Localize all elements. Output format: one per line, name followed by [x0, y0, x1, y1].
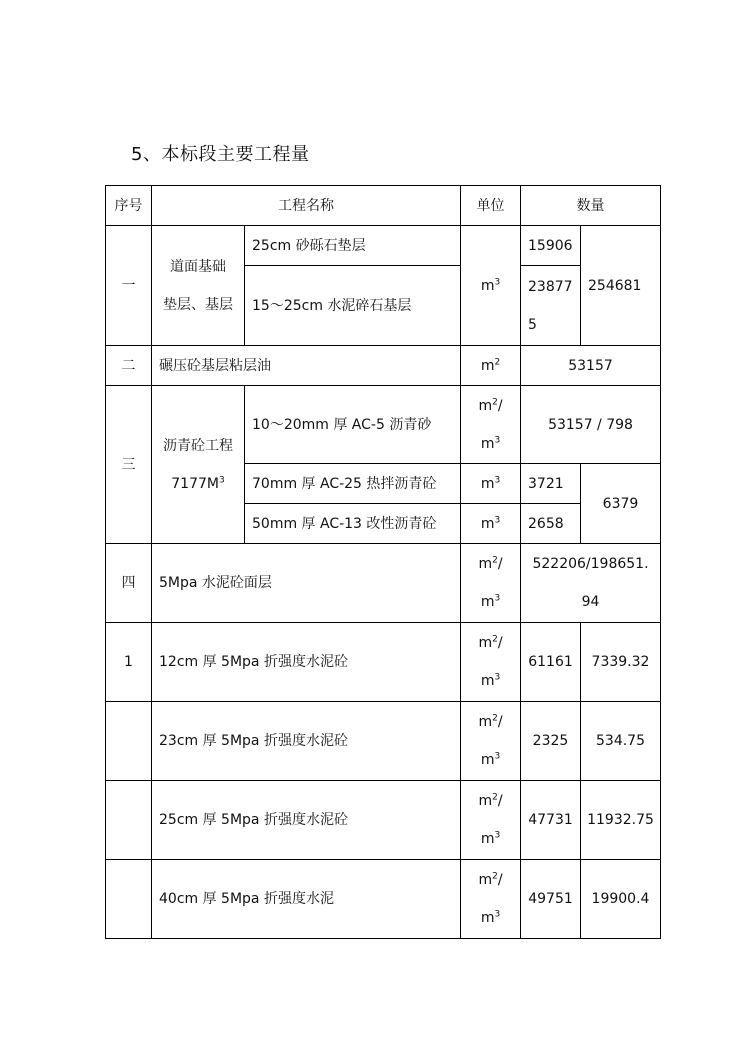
unit-exp: 2 [494, 356, 501, 367]
group-name-base: 7177M [171, 475, 219, 492]
unit-exp: 3 [494, 474, 501, 485]
qty-line: 522206/198651. [532, 556, 649, 572]
unit-exp: 3 [494, 276, 501, 287]
unit-line [478, 554, 502, 574]
unit-line [478, 870, 502, 890]
item-qty: 15906 [521, 226, 581, 266]
unit-cell [461, 504, 521, 544]
unit-cell [461, 544, 521, 623]
quantity-table [105, 185, 661, 939]
section-heading: 5、本标段主要工程量 [131, 144, 310, 165]
group-name-cell [152, 226, 245, 346]
unit-line [481, 671, 500, 691]
header-name: 工程名称 [152, 186, 461, 226]
unit-base: m [480, 515, 495, 532]
unit-sep: / [497, 556, 503, 572]
unit-cell [461, 226, 521, 346]
unit-exp: 2 [492, 555, 498, 566]
group-name-line: 垫层、基层 [163, 296, 233, 313]
unit-sep: / [497, 793, 503, 809]
table-header-row [106, 186, 661, 226]
unit-base: m [478, 872, 493, 888]
row-no [106, 702, 152, 781]
item-qty [521, 544, 661, 623]
unit-sep: / [497, 714, 503, 730]
item-name: 40cm 厚 5Mpa 折强度水泥 [152, 860, 461, 939]
item-name: 70mm 厚 AC-25 热拌沥青砼 [245, 464, 461, 504]
row-no: 1 [106, 623, 152, 702]
header-qty: 数量 [521, 186, 661, 226]
item-area: 61161 [521, 623, 581, 702]
group-total: 6379 [581, 464, 661, 544]
unit-base: m [478, 714, 493, 730]
unit-exp: 2 [492, 792, 498, 803]
table-row [106, 346, 661, 386]
item-name: 碾压砼基层粘层油 [152, 346, 461, 386]
unit-line [481, 829, 500, 849]
unit-line [478, 396, 502, 416]
unit-line [481, 750, 500, 770]
unit-base: m [480, 752, 495, 768]
group-name-line: 沥青砼工程 [163, 437, 233, 454]
unit-exp: 3 [494, 514, 501, 525]
row-no: 二 [106, 346, 152, 386]
unit-exp: 3 [494, 672, 501, 683]
item-qty: 3721 [521, 464, 581, 504]
table-row [106, 544, 661, 623]
item-name: 10～20mm 厚 AC-5 沥青砂 [245, 386, 461, 464]
unit-cell [461, 346, 521, 386]
unit-exp: 3 [494, 434, 501, 445]
unit-line [481, 592, 500, 612]
item-volume: 7339.32 [581, 623, 661, 702]
unit-sep: / [497, 635, 503, 651]
unit-exp: 3 [494, 909, 501, 920]
item-qty: 53157 / 798 [521, 386, 661, 464]
table-row [106, 623, 661, 702]
item-name: 12cm 厚 5Mpa 折强度水泥砼 [152, 623, 461, 702]
unit-base: m [480, 910, 495, 926]
unit-line [478, 712, 502, 732]
group-name-cell [152, 386, 245, 544]
row-no: 三 [106, 386, 152, 544]
unit-base: m [480, 435, 495, 452]
group-total: 254681 [581, 226, 661, 346]
group-name-exp: 3 [218, 474, 225, 485]
item-name: 23cm 厚 5Mpa 折强度水泥砼 [152, 702, 461, 781]
unit-exp: 3 [494, 830, 501, 841]
unit-base: m [478, 556, 493, 572]
item-name: 15～25cm 水泥碎石基层 [245, 266, 461, 346]
unit-cell [461, 464, 521, 504]
header-no: 序号 [106, 186, 152, 226]
item-area: 49751 [521, 860, 581, 939]
unit-exp: 3 [494, 751, 501, 762]
table-row [106, 702, 661, 781]
item-volume: 11932.75 [581, 781, 661, 860]
unit-cell [461, 702, 521, 781]
item-area: 2325 [521, 702, 581, 781]
unit-base: m [480, 831, 495, 847]
table-row [106, 386, 661, 464]
unit-exp: 2 [492, 396, 498, 407]
item-qty: 2658 [521, 504, 581, 544]
item-name: 25cm 砂砾石垫层 [245, 226, 461, 266]
table-row [106, 226, 661, 266]
row-no [106, 860, 152, 939]
table-row [106, 781, 661, 860]
unit-base: m [480, 673, 495, 689]
unit-line [481, 434, 500, 454]
item-name: 50mm 厚 AC-13 改性沥青砼 [245, 504, 461, 544]
unit-base: m [480, 594, 495, 610]
header-unit: 单位 [461, 186, 521, 226]
item-qty: 238775 [521, 266, 581, 346]
unit-cell [461, 781, 521, 860]
unit-base: m [478, 635, 493, 651]
table-row [106, 860, 661, 939]
unit-sep: / [497, 397, 503, 414]
unit-base: m [480, 357, 495, 374]
item-volume: 19900.4 [581, 860, 661, 939]
unit-line [478, 791, 502, 811]
unit-base: m [480, 475, 495, 492]
row-no: 一 [106, 226, 152, 346]
item-name: 25cm 厚 5Mpa 折强度水泥砼 [152, 781, 461, 860]
item-volume: 534.75 [581, 702, 661, 781]
unit-exp: 2 [492, 634, 498, 645]
item-area: 47731 [521, 781, 581, 860]
unit-sep: / [497, 872, 503, 888]
group-name-line [171, 474, 224, 494]
unit-cell [461, 860, 521, 939]
unit-line [481, 908, 500, 928]
row-no: 四 [106, 544, 152, 623]
unit-line [478, 633, 502, 653]
unit-base: m [478, 397, 493, 414]
item-qty: 53157 [521, 346, 661, 386]
unit-exp: 3 [494, 593, 501, 604]
unit-base: m [478, 793, 493, 809]
group-name-line: 道面基础 [170, 258, 226, 275]
row-no [106, 781, 152, 860]
unit-cell [461, 623, 521, 702]
item-name: 5Mpa 水泥砼面层 [152, 544, 461, 623]
unit-exp: 2 [492, 713, 498, 724]
qty-line: 94 [581, 594, 600, 610]
unit-base: m [480, 277, 495, 294]
unit-exp: 2 [492, 871, 498, 882]
unit-cell [461, 386, 521, 464]
